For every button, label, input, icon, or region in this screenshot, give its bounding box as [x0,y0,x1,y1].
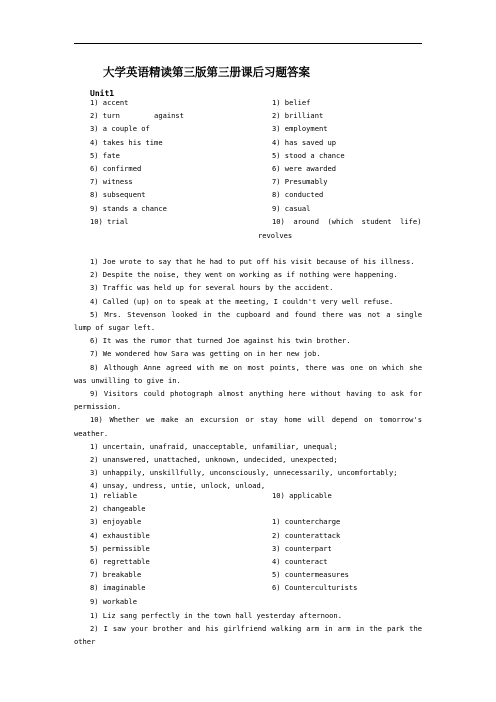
sentence-item: 10) Whether we make an excursion or stay home will depend on tomorrow's weather. [74,415,422,438]
vocab-left-item: 8) subsequent [90,190,146,200]
sentence-item: 2) Despite the noise, they went on working as if nothing were happening. [90,270,398,280]
able-word: 7) breakable [90,570,142,580]
vocab-right-item: 1) belief [272,98,311,107]
sentence-item: 9) Visitors could photograph almost anything here without having to ask for permission. [74,389,422,412]
counter-word: 1) countercharge [272,517,341,527]
sentence-item: 8) Although Anne agreed with me on most points, there was one on which she was unwilling to give in. [74,362,422,385]
able-word: 6) regrettable [90,557,150,567]
vocab-left-item: 3) a couple of [90,124,150,134]
sentence-item: 5) Mrs. Stevenson looked in the cupboard and found there was not a single lump of sugar left. [74,309,422,333]
vocab-right-item: 7) Presumably [272,177,328,187]
vocab-left-item: 4) takes his time [90,137,163,147]
counter-word: 2) counterattack [272,530,341,540]
able-word: 3) enjoyable [90,517,142,527]
sentence-answers [74,255,422,493]
counter-word: 4) counteract [272,557,328,567]
unit-heading: Unit1 [90,89,115,98]
counter-words [272,489,357,595]
counter-word: 6) Counterculturists [272,583,358,593]
vocab-right-item: 6) were awarded [272,164,337,173]
vocab-right-last-cont: revolves [258,231,293,240]
word-form-item: 2) unanswered, unattached, unknown, undecided, unexpected; [90,455,338,465]
sentence-item: 7) We wondered how Sara was getting on in her new job. [90,349,321,359]
final-sentence-item: 1) Liz sang perfectly in the town hall yesterday afternoon. [90,611,342,620]
able-word: 4) exhaustible [90,530,150,540]
vocab-left-item: 2) turn against [90,111,184,121]
sentence-item: 6) It was the rumor that turned Joe against his twin brother. [90,336,351,346]
vocab-left-last: 10) trial [90,217,129,226]
vocab-right-item: 2) brilliant [272,111,324,121]
page-title: 大学英语精读第三版第三册课后习题答案 [103,65,310,79]
able-word: 5) permissible [90,543,150,553]
able-word-last: 10) applicable [272,491,332,500]
spacer [272,502,357,515]
word-form-item: 3) unhappily, unskillfully, unconsciously, unnecessarily, uncomfortably; [90,468,398,478]
vocab-left-item: 6) confirmed [90,164,142,173]
vocab-left-item: 1) accent [90,98,129,107]
vocab-right-item: 9) casual [272,203,311,213]
able-word: 8) imaginable [90,583,146,593]
final-sentences [74,609,422,649]
final-sentence-item: 2) I saw your brother and his girlfriend walking arm in arm in the park the other [74,624,422,647]
word-form-item: 4) unsay, undress, untie, unlock, unload, [90,481,266,491]
counter-word: 5) countermeasures [272,570,349,580]
vocab-left-item: 5) fate [90,150,120,160]
counter-word: 3) counterpart [272,543,332,553]
sentence-item: 1) Joe wrote to say that he had to put off his visit because of his illness. [90,257,415,266]
vocab-right-item: 4) has saved up [272,137,337,147]
vocab-left-item: 7) witness [90,177,133,187]
word-form-item: 1) uncertain, unafraid, unacceptable, unfamiliar, unequal; [90,441,338,451]
vocab-right-last: 10) around (which student life) [272,217,422,226]
header-rule [74,43,422,44]
vocab-right-item: 3) employment [272,124,328,134]
vocab-left-item: 9) stands a chance [90,203,167,213]
vocab-right-item: 8) conducted [272,190,324,200]
sentence-item: 4) Called (up) on to speak at the meeting, I couldn't very well refuse. [90,296,394,306]
able-word: 9) workable [90,596,137,606]
able-words [90,489,150,608]
able-word: 1) reliable [90,491,137,500]
sentence-item: 3) Traffic was held up for several hours by the accident. [90,283,334,293]
vocab-right-item: 5) stood a chance [272,150,345,160]
able-word: 2) changeable [90,504,146,514]
